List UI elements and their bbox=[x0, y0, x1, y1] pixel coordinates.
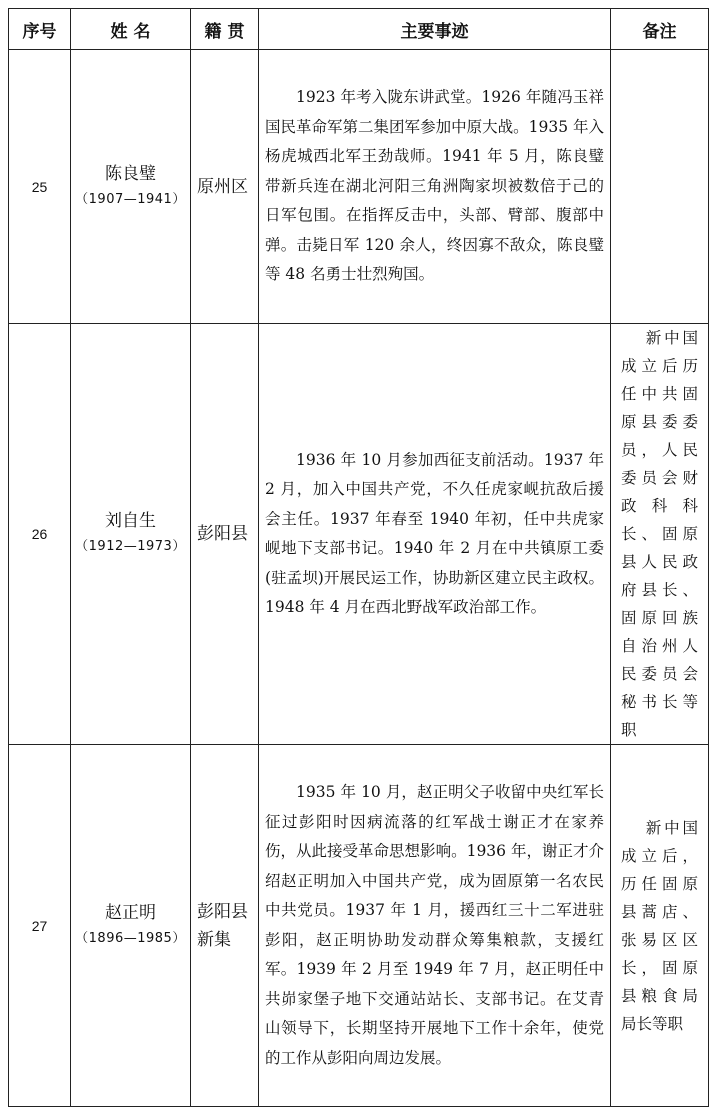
row-name-cell bbox=[71, 324, 191, 745]
row-origin: 原州区 bbox=[191, 50, 259, 324]
row-index: 27 bbox=[9, 745, 71, 1107]
header-name: 姓 名 bbox=[71, 9, 191, 50]
person-name: 刘自生 bbox=[105, 511, 156, 531]
row-notes: 新中国成立后，历任固原县蒿店、张易区区长，固原县粮食局局长等职 bbox=[621, 818, 698, 1033]
row-index: 26 bbox=[9, 324, 71, 745]
row-name-cell bbox=[71, 745, 191, 1107]
row-name-cell bbox=[71, 50, 191, 324]
header-deeds: 主要事迹 bbox=[259, 9, 611, 50]
table-row bbox=[9, 324, 709, 745]
table-row bbox=[9, 50, 709, 324]
header-index: 序号 bbox=[9, 9, 71, 50]
row-deeds: 1935 年 10 月，赵正明父子收留中央红军长征过彭阳时因病流落的红军战士谢正才在家养伤，从此接受革命思想影响。1936 年，谢正才介绍赵正明加入中国共产党，成为固原第一名农民中共党员。1937 年 1 月，援西红三十二军进驻彭阳，赵正明协助发动群众筹集粮款，支援红军。1939 年 2 月至 1949 年 7 月，赵正明任中共峁家堡子地下交通站站长、支部书记。在艾青山领导下，长期坚持开展地下工作十余年，使党的工作从彭阳向周边发展。 bbox=[265, 783, 604, 1067]
table-row bbox=[9, 745, 709, 1107]
martyrs-table bbox=[8, 8, 709, 1107]
row-deeds: 1923 年考入陇东讲武堂。1926 年随冯玉祥国民革命军第二集团军参加中原大战。1935 年入杨虎城西北军王劲哉师。1941 年 5 月，陈良璧带新兵连在湖北河阳三角洲陶家坝被数倍于己的日军包围。在指挥反击中，头部、臂部、腹部中弹。击毙日军 120 余人，终因寡不敌众，陈良璧等 48 名勇士壮烈殉国。 bbox=[265, 88, 604, 284]
row-origin: 彭阳县 bbox=[191, 324, 259, 745]
row-index: 25 bbox=[9, 50, 71, 324]
row-deeds: 1936 年 10 月参加西征支前活动。1937 年 2 月，加入中国共产党，不久任虎家岘抗敌后援会主任。1937 年春至 1940 年初，任中共虎家岘地下支部书记。1940 年 2 月在中共镇原工委(驻孟坝)开展民运工作，协助新区建立民主政权。1948 年 4 月在西北野战军政治部工作。 bbox=[265, 450, 604, 616]
row-notes: 新中国成立后历任中共固原县委委员，人民委员会财政科科长、固原县人民政府县长、固原回族自治州人民委员会秘书长等职 bbox=[621, 329, 698, 739]
row-deeds-cell bbox=[259, 324, 611, 745]
row-notes-cell bbox=[611, 745, 709, 1107]
header-row bbox=[9, 9, 709, 50]
header-origin: 籍 贯 bbox=[191, 9, 259, 50]
person-years: （1912—1973） bbox=[75, 539, 186, 554]
person-years: （1896—1985） bbox=[75, 930, 186, 946]
row-notes-cell bbox=[611, 324, 709, 745]
person-name: 陈良璧 bbox=[105, 163, 156, 184]
row-notes-cell bbox=[611, 50, 709, 324]
person-years: （1907—1941） bbox=[75, 191, 186, 207]
header-notes: 备注 bbox=[611, 9, 709, 50]
row-deeds-cell bbox=[259, 50, 611, 324]
row-origin: 彭阳县新集 bbox=[191, 745, 259, 1107]
person-name: 赵正明 bbox=[105, 902, 156, 923]
row-deeds-cell bbox=[259, 745, 611, 1107]
